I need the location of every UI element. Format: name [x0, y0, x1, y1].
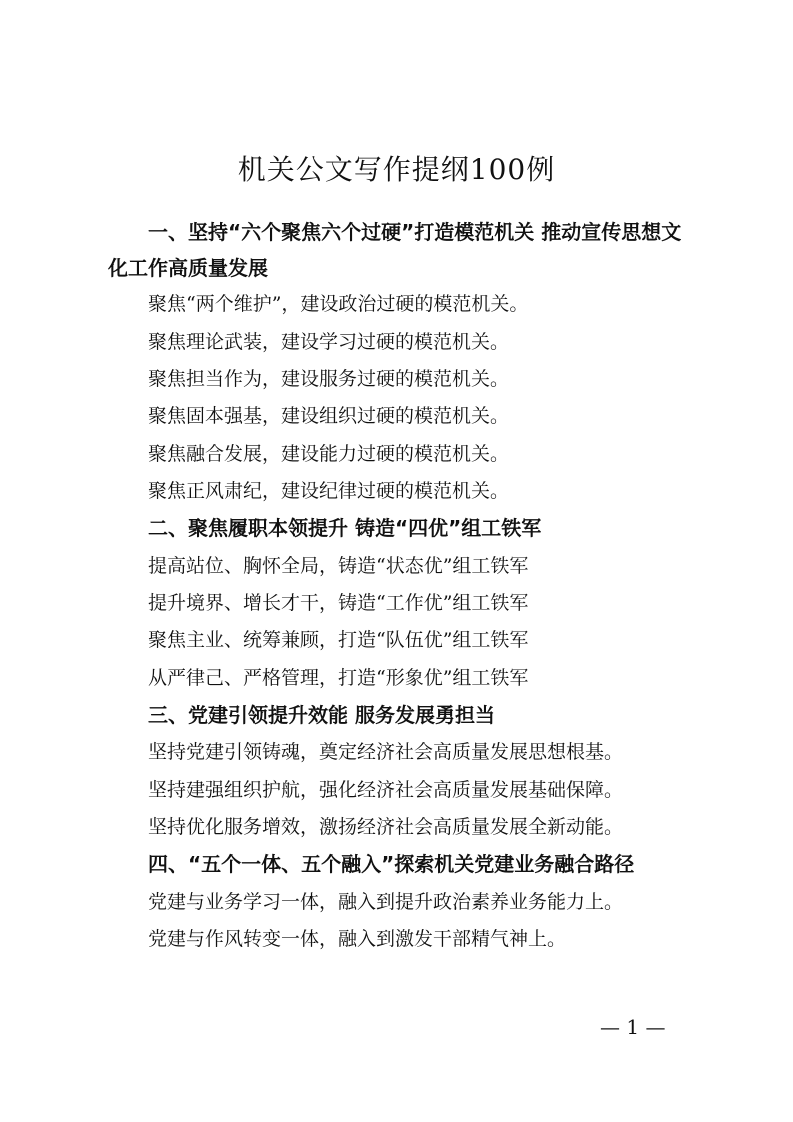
- list-item: 从严律己、严格管理，打造“形象优”组工铁军: [148, 667, 529, 689]
- list-item: 坚持优化服务增效，激扬经济社会高质量发展全新动能。: [148, 816, 624, 838]
- list-item: 聚焦正风肃纪，建设纪律过硬的模范机关。: [148, 480, 510, 502]
- list-item: 聚焦担当作为，建设服务过硬的模范机关。: [148, 368, 510, 390]
- list-item: 聚焦“两个维护”，建设政治过硬的模范机关。: [148, 293, 529, 315]
- section-heading-1: 一、坚持“六个聚焦六个过硬”打造模范机关 推动宣传思想文化工作高质量发展: [108, 220, 682, 280]
- list-item: 聚焦固本强基，建设组织过硬的模范机关。: [148, 405, 510, 427]
- list-item: 党建与业务学习一体，融入到提升政治素养业务能力上。: [148, 891, 624, 913]
- section-heading-2: 二、聚焦履职本领提升 铸造“四优”组工铁军: [148, 516, 542, 540]
- list-item: 坚持建强组织护航，强化经济社会高质量发展基础保障。: [148, 779, 624, 801]
- list-item: 聚焦融合发展，建设能力过硬的模范机关。: [148, 443, 510, 465]
- list-item: 聚焦主业、统筹兼顾，打造“队伍优”组工铁军: [148, 629, 529, 651]
- section-heading-4: 四、“五个一体、五个融入”探索机关党建业务融合路径: [148, 852, 635, 876]
- list-item: 提高站位、胸怀全局，铸造“状态优”组工铁军: [148, 555, 529, 577]
- list-item: 提升境界、增长才干，铸造“工作优”组工铁军: [148, 592, 529, 614]
- document-title: 机关公文写作提纲100例: [237, 153, 556, 186]
- list-item: 坚持党建引领铸魂，奠定经济社会高质量发展思想根基。: [148, 741, 624, 763]
- section-heading-3: 三、党建引领提升效能 服务发展勇担当: [148, 703, 495, 727]
- list-item: 聚焦理论武装，建设学习过硬的模范机关。: [148, 331, 510, 353]
- page-number: — 1 —: [600, 1015, 666, 1039]
- list-item: 党建与作风转变一体，融入到激发干部精气神上。: [148, 928, 567, 950]
